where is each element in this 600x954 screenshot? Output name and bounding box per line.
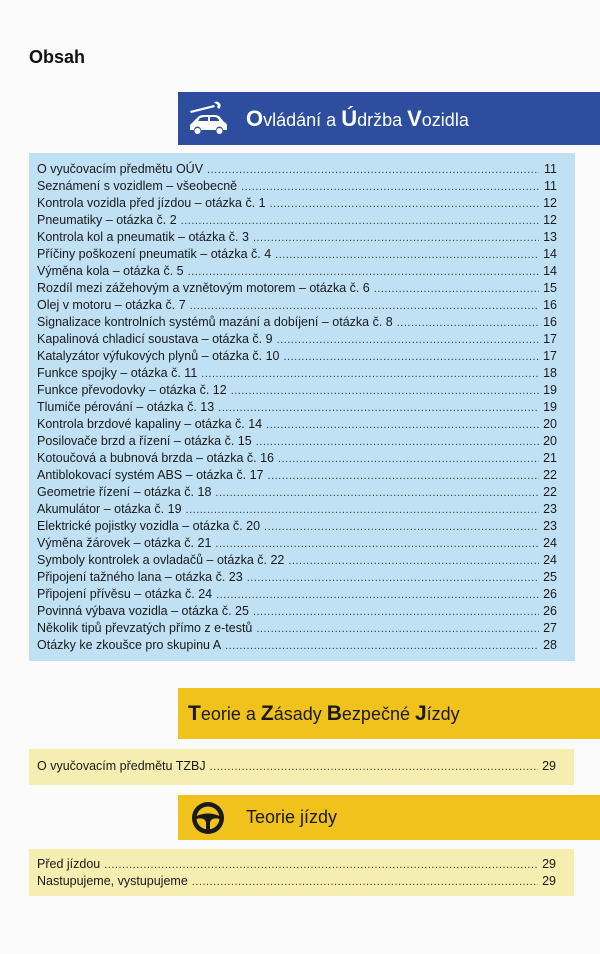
toc-entry-label: Připojení přívěsu – otázka č. 24 xyxy=(37,587,213,601)
toc-dot-leader xyxy=(186,502,539,519)
toc-entry xyxy=(29,873,574,890)
wrench-car-icon xyxy=(184,99,232,139)
toc-entry-label: Tlumiče pérování – otázka č. 13 xyxy=(37,400,215,414)
toc-dot-leader xyxy=(284,349,540,366)
toc-entry-page: 19 xyxy=(543,400,557,414)
toc-entry xyxy=(29,348,575,365)
toc-entry-page: 20 xyxy=(543,434,557,448)
toc-dot-leader xyxy=(278,451,539,468)
toc-entry-label: Výměna kola – otázka č. 5 xyxy=(37,264,184,278)
toc-entry xyxy=(29,535,575,552)
toc-dot-leader xyxy=(210,759,538,776)
toc-box-tzbj xyxy=(29,749,574,785)
toc-entry xyxy=(29,212,575,229)
toc-entry-label: Před jízdou xyxy=(37,857,101,871)
toc-dot-leader xyxy=(264,519,539,536)
toc-entry-page: 17 xyxy=(543,349,557,363)
toc-entry-page: 24 xyxy=(543,553,557,567)
toc-entry-label: Antiblokovací systém ABS – otázka č. 17 xyxy=(37,468,264,482)
toc-entry-page: 11 xyxy=(544,162,557,176)
toc-entry-page: 18 xyxy=(543,366,557,380)
toc-entry xyxy=(29,263,575,280)
toc-dot-leader xyxy=(216,587,539,604)
toc-entry-page: 25 xyxy=(543,570,557,584)
toc-entry-label: Geometrie řízení – otázka č. 18 xyxy=(37,485,212,499)
toc-entry xyxy=(29,450,575,467)
toc-entry-page: 14 xyxy=(543,264,557,278)
toc-dot-leader xyxy=(256,621,539,638)
toc-dot-leader xyxy=(201,366,539,383)
toc-entry-page: 24 xyxy=(543,536,557,550)
toc-entry xyxy=(29,161,575,178)
toc-entry-page: 12 xyxy=(543,196,557,210)
toc-dot-leader xyxy=(225,638,539,655)
toc-dot-leader xyxy=(247,570,539,587)
toc-entry-label: Kontrola brzdové kapaliny – otázka č. 14 xyxy=(37,417,263,431)
toc-dot-leader xyxy=(215,485,539,502)
toc-entry-label: Povinná výbava vozidla – otázka č. 25 xyxy=(37,604,249,618)
toc-entry xyxy=(29,297,575,314)
toc-entry xyxy=(29,382,575,399)
toc-entry xyxy=(29,620,575,637)
toc-entry-label: Funkce převodovky – otázka č. 12 xyxy=(37,383,227,397)
toc-entry xyxy=(29,399,575,416)
toc-dot-leader xyxy=(181,213,539,230)
toc-dot-leader xyxy=(374,281,539,298)
section-header-ouv xyxy=(178,92,600,145)
toc-entry xyxy=(29,637,575,654)
toc-entry xyxy=(29,569,575,586)
toc-entry-page: 17 xyxy=(543,332,557,346)
toc-entry-page: 12 xyxy=(543,213,557,227)
toc-entry xyxy=(29,280,575,297)
toc-entry xyxy=(29,501,575,518)
toc-entry xyxy=(29,314,575,331)
toc-dot-leader xyxy=(192,874,538,891)
toc-dot-leader xyxy=(218,400,539,417)
toc-entry-label: Elektrické pojistky vozidla – otázka č. 20 xyxy=(37,519,261,533)
toc-dot-leader xyxy=(253,604,539,621)
toc-entry xyxy=(29,603,575,620)
toc-entry-page: 21 xyxy=(543,451,557,465)
toc-entry xyxy=(29,856,574,873)
toc-dot-leader xyxy=(207,162,539,179)
toc-entry-label: Posilovače brzd a řízení – otázka č. 15 xyxy=(37,434,252,448)
toc-entry-page: 11 xyxy=(544,179,557,193)
steering-wheel-icon xyxy=(184,798,232,838)
toc-entry-page: 28 xyxy=(543,638,557,652)
toc-entry-label: Kontrola vozidla před jízdou – otázka č. 1 xyxy=(37,196,266,210)
toc-entry-page: 15 xyxy=(543,281,557,295)
toc-entry-label: Několik tipů převzatých přímo z e-testů xyxy=(37,621,253,635)
toc-list-tzbj xyxy=(29,749,574,775)
toc-entry-label: Připojení tažného lana – otázka č. 23 xyxy=(37,570,243,584)
toc-list-ouv xyxy=(29,153,575,654)
toc-entry-label: Výměna žárovek – otázka č. 21 xyxy=(37,536,212,550)
section-header-tzbj xyxy=(178,688,600,739)
toc-entry-label: Kotoučová a bubnová brzda – otázka č. 16 xyxy=(37,451,274,465)
toc-entry-label: Otázky ke zkoušce pro skupinu A xyxy=(37,638,222,652)
toc-entry-page: 14 xyxy=(543,247,557,261)
toc-entry-label: O vyučovacím předmětu OÚV xyxy=(37,162,204,176)
section-title-tzbj: Teorie a Zásady Bezpečné Jízdy xyxy=(188,701,460,725)
toc-dot-leader xyxy=(231,383,539,400)
toc-entry xyxy=(29,467,575,484)
toc-entry xyxy=(29,552,575,569)
toc-dot-leader xyxy=(270,196,539,213)
toc-dot-leader xyxy=(397,315,539,332)
toc-entry-label: Příčiny poškození pneumatik – otázka č. 4 xyxy=(37,247,272,261)
toc-entry-label: O vyučovacím předmětu TZBJ xyxy=(37,759,206,773)
toc-entry-page: 20 xyxy=(543,417,557,431)
toc-box-ouv xyxy=(29,153,575,661)
toc-entry xyxy=(29,365,575,382)
toc-entry xyxy=(29,195,575,212)
toc-entry-page: 22 xyxy=(543,485,557,499)
toc-entry xyxy=(29,178,575,195)
toc-entry-label: Symboly kontrolek a ovladačů – otázka č. 22 xyxy=(37,553,285,567)
toc-entry-label: Kontrola kol a pneumatik – otázka č. 3 xyxy=(37,230,249,244)
toc-dot-leader xyxy=(190,298,539,315)
toc-entry xyxy=(29,484,575,501)
toc-entry xyxy=(29,586,575,603)
toc-dot-leader xyxy=(288,553,539,570)
section-title-teorie-jizdy: Teorie jízdy xyxy=(246,807,338,827)
toc-entry-page: 13 xyxy=(543,230,557,244)
toc-entry-label: Nastupujeme, vystupujeme xyxy=(37,874,188,888)
toc-dot-leader xyxy=(268,468,539,485)
toc-entry-page: 29 xyxy=(542,857,556,871)
toc-entry-page: 23 xyxy=(543,502,557,516)
toc-entry-page: 29 xyxy=(542,874,556,888)
toc-entry-page: 23 xyxy=(543,519,557,533)
toc-entry xyxy=(29,331,575,348)
toc-dot-leader xyxy=(104,857,538,874)
toc-box-teorie-jizdy xyxy=(29,849,574,896)
toc-entry-page: 29 xyxy=(542,759,556,773)
toc-entry-label: Olej v motoru – otázka č. 7 xyxy=(37,298,186,312)
toc-entry-page: 19 xyxy=(543,383,557,397)
toc-dot-leader xyxy=(256,434,539,451)
toc-entry-page: 26 xyxy=(543,604,557,618)
toc-dot-leader xyxy=(266,417,539,434)
toc-dot-leader xyxy=(253,230,539,247)
toc-entry-label: Akumulátor – otázka č. 19 xyxy=(37,502,182,516)
page-title: Obsah xyxy=(29,47,86,67)
toc-entry-label: Pneumatiky – otázka č. 2 xyxy=(37,213,177,227)
toc-entry xyxy=(29,416,575,433)
section-header-teorie-jizdy xyxy=(178,795,600,840)
toc-dot-leader xyxy=(215,536,539,553)
toc-entry-label: Kapalinová chladicí soustava – otázka č. 9 xyxy=(37,332,273,346)
toc-dot-leader xyxy=(241,179,539,196)
toc-list-teorie-jizdy xyxy=(29,849,574,890)
toc-entry xyxy=(29,758,574,775)
toc-entry xyxy=(29,229,575,246)
toc-dot-leader xyxy=(277,332,539,349)
toc-dot-leader xyxy=(188,264,539,281)
toc-dot-leader xyxy=(275,247,539,264)
toc-entry xyxy=(29,246,575,263)
toc-entry-page: 16 xyxy=(543,315,557,329)
toc-entry-page: 26 xyxy=(543,587,557,601)
toc-entry-label: Seznámení s vozidlem – všeobecně xyxy=(37,179,238,193)
toc-entry xyxy=(29,433,575,450)
toc-entry-page: 27 xyxy=(543,621,557,635)
toc-entry-page: 22 xyxy=(543,468,557,482)
toc-entry-label: Rozdíl mezi zážehovým a vznětovým motorem – otázka č. 6 xyxy=(37,281,370,295)
toc-entry-label: Signalizace kontrolních systémů mazání a dobíjení – otázka č. 8 xyxy=(37,315,393,329)
toc-entry-label: Funkce spojky – otázka č. 11 xyxy=(37,366,198,380)
toc-entry-page: 16 xyxy=(543,298,557,312)
toc-entry xyxy=(29,518,575,535)
section-title-ouv: Ovládání a Údržba Vozidla xyxy=(246,105,469,131)
toc-entry-label: Katalyzátor výfukových plynů – otázka č. 10 xyxy=(37,349,280,363)
